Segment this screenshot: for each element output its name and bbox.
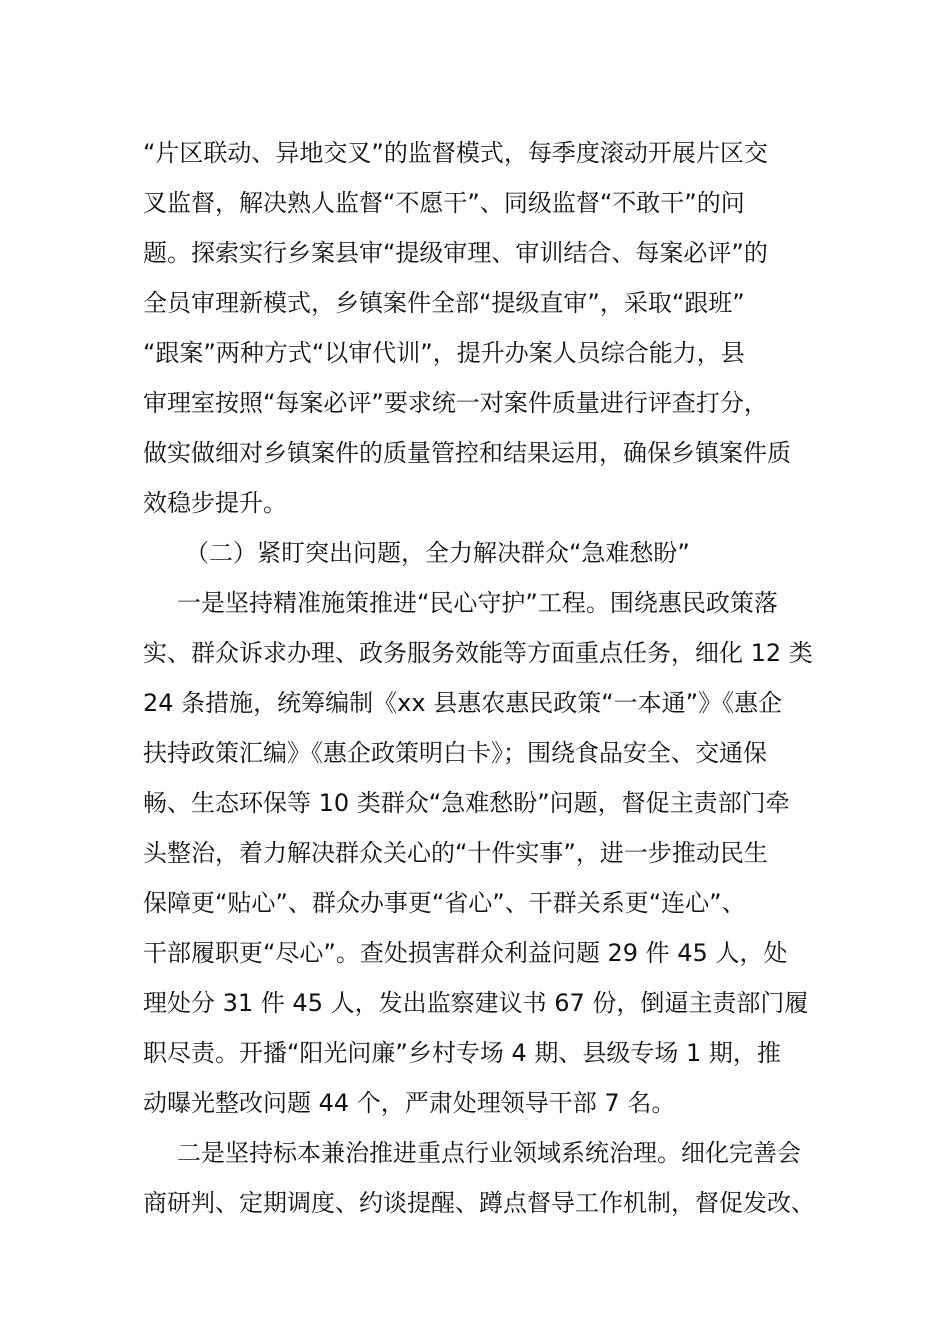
text-line: 职尽责。开播“阳光问廉”乡村专场 4 期、县级专场 1 期，推 (143, 1039, 781, 1067)
text-line: 审理室按照“每案必评”要求统一对案件质量进行评查打分， (143, 389, 768, 417)
text-line: 24 条措施，统筹编制《xx 县惠农惠民政策“一本通”》《惠企 (143, 689, 783, 717)
text-line: 扶持政策汇编》《惠企政策明白卡》；围绕食品安全、交通保 (143, 739, 767, 767)
text-line: 题。探索实行乡案县审“提级审理、审训结合、每案必评”的 (143, 239, 768, 267)
text-line: 效稳步提升。 (143, 489, 287, 517)
text-line: “跟案”两种方式“以审代训”，提升办案人员综合能力，县 (143, 339, 745, 367)
text-line: 全员审理新模式，乡镇案件全部“提级直审”，采取“跟班” (143, 289, 745, 317)
text-line: 畅、生态环保等 10 类群众“急难愁盼”问题，督促主责部门牵 (143, 789, 790, 817)
text-line: 动曝光整改问题 44 个，严肃处理领导干部 7 名。 (143, 1089, 676, 1117)
text-line: 理处分 31 件 45 人，发出监察建议书 67 份，倒逼主责部门履 (143, 989, 809, 1017)
text-line: 干部履职更“尽心”。查处损害群众利益问题 29 件 45 人，处 (143, 939, 788, 967)
paragraph-first-line: 二是坚持标本兼治推进重点行业领域系统治理。细化完善会 (177, 1139, 801, 1167)
text-line: 叉监督，解决熟人监督“不愿干”、同级监督“不敢干”的问 (143, 189, 745, 217)
paragraph-first-line: 一是坚持精准施策推进“民心守护”工程。围绕惠民政策落 (177, 589, 778, 617)
text-line: 做实做细对乡镇案件的质量管控和结果运用，确保乡镇案件质 (143, 439, 791, 467)
text-line: 保障更“贴心”、群众办事更“省心”、干群关系更“连心”、 (143, 889, 746, 917)
text-line: “片区联动、异地交叉”的监督模式，每季度滚动开展片区交 (143, 139, 768, 167)
text-line: 商研判、定期调度、约谈提醒、蹲点督导工作机制，督促发改、 (143, 1189, 815, 1217)
text-line: 实、群众诉求办理、政务服务效能等方面重点任务，细化 12 类 (143, 639, 813, 667)
text-line: 头整治，着力解决群众关心的“十件实事”，进一步推动民生 (143, 839, 768, 867)
section-heading: （二）紧盯突出问题，全力解决群众“急难愁盼” (185, 539, 690, 567)
